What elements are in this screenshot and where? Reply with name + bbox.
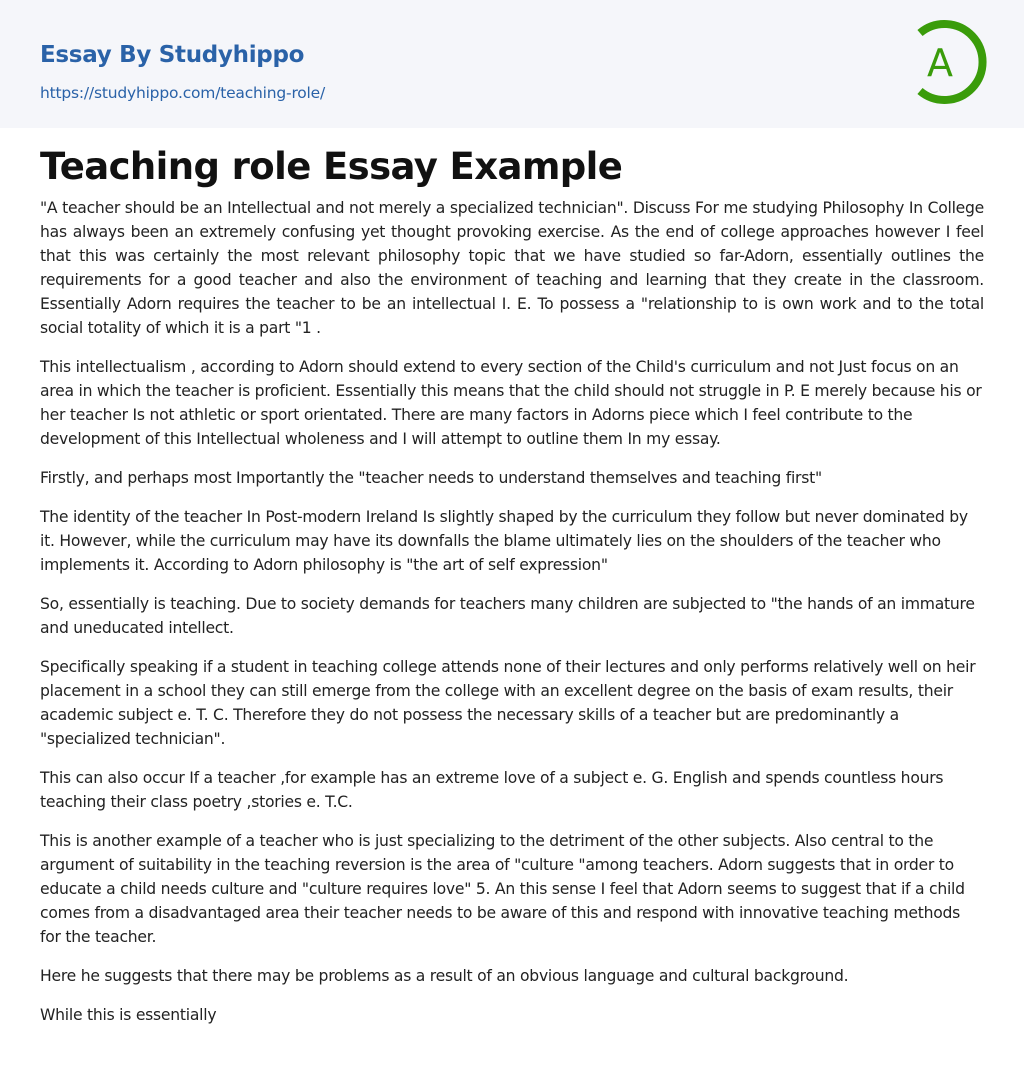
essay-paragraph: The identity of the teacher In Post-modern Ireland Is slightly shaped by the curriculum they follow but never dominated by it. However, while the curriculum may have its downfalls the blame ultimately lies on the shoulders of the teacher who implements it. According to Adorn philosophy is "the art of self expression" — [40, 508, 968, 574]
essay-paragraph: This can also occur If a teacher ,for example has an extreme love of a subject e. G. English and spends countless hours teaching their class poetry ,stories e. T.C. — [40, 769, 944, 811]
page-title: Teaching role Essay Example — [40, 145, 623, 188]
essay-paragraph: "A teacher should be an Intellectual and not merely a specialized technician". Discuss For me studying Philosophy In College has always been an extremely confusing yet thought provoking exercise. As the end of college approaches however I feel that this was certainly the most relevant philosophy topic that we have studied so far-Adorn, essentially outlines the requirements for a good teacher and also the environment of teaching and learning that they create in the classroom. Essentially Adorn requires the teacher to be an intellectual I. E. To possess a "relationship to is own work and to the total social totality of which it is a part "1 . — [40, 199, 984, 337]
essay-paragraph: This is another example of a teacher who is just specializing to the detriment of the other subjects. Also central to the argument of suitability in the teaching reversion is the area of "culture "among teachers. Adorn suggests that in order to educate a child needs culture and "culture requires love" 5. An this sense I feel that Adorn seems to suggest that if a child comes from a disadvantaged area their teacher needs to be aware of this and respond with innovative teaching methods for the teacher. — [40, 832, 965, 946]
essay-paragraph: This intellectualism , according to Adorn should extend to every section of the Child's curriculum and not Just focus on an area in which the teacher is proficient. Essentially this means that the child should not struggle in P. E merely because his or her teacher Is not athletic or sport orientated. There are many factors in Adorns piece which I feel contribute to the development of this Intellectual wholeness and I will attempt to outline them In my essay. — [40, 358, 982, 448]
essay-paragraph: While this is essentially — [40, 1006, 217, 1024]
studyhippo-logo-icon[interactable] — [908, 18, 988, 106]
essay-paragraph: So, essentially is teaching. Due to society demands for teachers many children are subjected to "the hands of an immature and uneducated intellect. — [40, 595, 975, 637]
site-header — [0, 0, 1024, 128]
essay-paragraph: Firstly, and perhaps most Importantly the "teacher needs to understand themselves and teaching first" — [40, 469, 822, 487]
brand-title[interactable]: Essay By Studyhippo — [40, 42, 305, 68]
essay-paragraph: Here he suggests that there may be problems as a result of an obvious language and cultural background. — [40, 967, 849, 985]
svg-text:A: A — [927, 41, 953, 85]
essay-url-link[interactable]: https://studyhippo.com/teaching-role/ — [40, 84, 326, 102]
essay-paragraph: Specifically speaking if a student in teaching college attends none of their lectures and only performs relatively well on heir placement in a school they can still emerge from the college with an excellent degree on the basis of exam results, their academic subject e. T. C. Therefore they do not possess the necessary skills of a teacher but are predominantly a "specialized technician". — [40, 658, 976, 748]
essay-body — [40, 196, 984, 1042]
